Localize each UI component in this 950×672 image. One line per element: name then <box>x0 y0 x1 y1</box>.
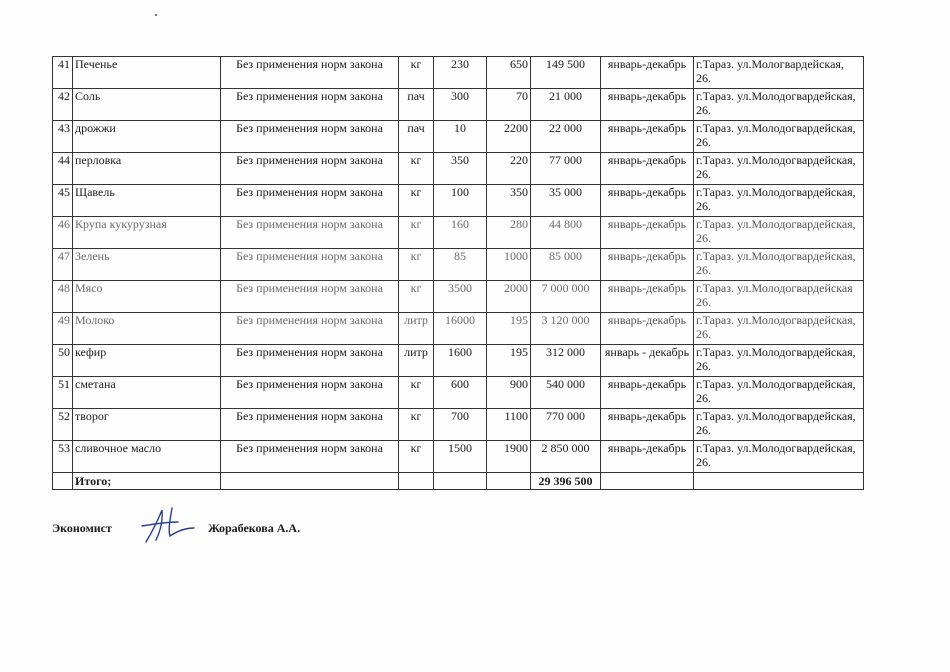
unit-of-measure: пач <box>399 121 434 153</box>
delivery-address: г.Тараз. ул.Молодогвардейская, 26. <box>694 121 864 153</box>
row-number: 49 <box>53 313 73 345</box>
line-sum: 770 000 <box>531 409 601 441</box>
row-number: 48 <box>53 281 73 313</box>
quantity: 300 <box>434 89 487 121</box>
procurement-basis: Без применения норм закона <box>221 185 399 217</box>
table-body <box>53 57 864 473</box>
signer-name: Жорабекова А.А. <box>208 521 301 535</box>
item-name: Крупа кукурузная <box>73 217 221 249</box>
unit-of-measure: кг <box>399 185 434 217</box>
unit-price: 70 <box>487 89 531 121</box>
item-name: Мясо <box>73 281 221 313</box>
line-sum: 2 850 000 <box>531 441 601 473</box>
delivery-period: январь-декабрь <box>601 185 694 217</box>
procurement-basis: Без применения норм закона <box>221 57 399 89</box>
row-number: 50 <box>53 345 73 377</box>
quantity: 10 <box>434 121 487 153</box>
unit-of-measure: кг <box>399 57 434 89</box>
table-row <box>53 249 864 281</box>
total-empty-cell <box>434 473 487 490</box>
row-number: 53 <box>53 441 73 473</box>
procurement-basis: Без применения норм закона <box>221 409 399 441</box>
quantity: 16000 <box>434 313 487 345</box>
item-name: сметана <box>73 377 221 409</box>
row-number: 46 <box>53 217 73 249</box>
quantity: 600 <box>434 377 487 409</box>
item-name: Соль <box>73 89 221 121</box>
item-name: Зелень <box>73 249 221 281</box>
procurement-basis: Без применения норм закона <box>221 89 399 121</box>
line-sum: 77 000 <box>531 153 601 185</box>
total-empty-cell <box>221 473 399 490</box>
quantity: 100 <box>434 185 487 217</box>
procurement-basis: Без применения норм закона <box>221 377 399 409</box>
table-row <box>53 89 864 121</box>
quantity: 1500 <box>434 441 487 473</box>
delivery-address: г.Тараз. ул.Молодогвардейская, 26. <box>694 89 864 121</box>
procurement-basis: Без применения норм закона <box>221 313 399 345</box>
line-sum: 312 000 <box>531 345 601 377</box>
procurement-basis: Без применения норм закона <box>221 121 399 153</box>
unit-of-measure: пач <box>399 89 434 121</box>
table-row <box>53 377 864 409</box>
total-empty-cell <box>487 473 531 490</box>
unit-of-measure: кг <box>399 377 434 409</box>
unit-price: 1000 <box>487 249 531 281</box>
unit-of-measure: кг <box>399 249 434 281</box>
total-sum: 29 396 500 <box>531 473 601 490</box>
row-number: 51 <box>53 377 73 409</box>
total-empty-cell <box>399 473 434 490</box>
delivery-period: январь-декабрь <box>601 217 694 249</box>
delivery-period: январь-декабрь <box>601 377 694 409</box>
table-row <box>53 153 864 185</box>
row-number: 43 <box>53 121 73 153</box>
quantity: 1600 <box>434 345 487 377</box>
unit-price: 2000 <box>487 281 531 313</box>
quantity: 160 <box>434 217 487 249</box>
unit-price: 900 <box>487 377 531 409</box>
unit-price: 195 <box>487 345 531 377</box>
quantity: 85 <box>434 249 487 281</box>
unit-price: 650 <box>487 57 531 89</box>
table-row <box>53 57 864 89</box>
procurement-basis: Без применения норм закона <box>221 249 399 281</box>
row-number: 44 <box>53 153 73 185</box>
row-number: 41 <box>53 57 73 89</box>
line-sum: 35 000 <box>531 185 601 217</box>
row-number: 52 <box>53 409 73 441</box>
unit-of-measure: кг <box>399 153 434 185</box>
delivery-period: январь-декабрь <box>601 441 694 473</box>
row-number: 42 <box>53 89 73 121</box>
procurement-table <box>52 56 864 490</box>
delivery-period: январь-декабрь <box>601 313 694 345</box>
item-name: сливочное масло <box>73 441 221 473</box>
unit-of-measure: кг <box>399 441 434 473</box>
item-name: творог <box>73 409 221 441</box>
item-name: дрожжи <box>73 121 221 153</box>
line-sum: 540 000 <box>531 377 601 409</box>
row-number: 45 <box>53 185 73 217</box>
unit-price: 280 <box>487 217 531 249</box>
item-name: Молоко <box>73 313 221 345</box>
table-row <box>53 441 864 473</box>
line-sum: 149 500 <box>531 57 601 89</box>
delivery-address: г.Тараз. ул.Молодогвардейская 26. <box>694 281 864 313</box>
unit-price: 1100 <box>487 409 531 441</box>
unit-of-measure: литр <box>399 313 434 345</box>
unit-of-measure: литр <box>399 345 434 377</box>
delivery-address: г.Тараз. ул.Молодогвардейская, 26. <box>694 153 864 185</box>
delivery-period: январь-декабрь <box>601 281 694 313</box>
unit-price: 2200 <box>487 121 531 153</box>
item-name: перловка <box>73 153 221 185</box>
item-name: кефир <box>73 345 221 377</box>
total-row <box>53 473 864 490</box>
quantity: 700 <box>434 409 487 441</box>
unit-price: 195 <box>487 313 531 345</box>
total-label: Итого; <box>73 473 221 490</box>
line-sum: 21 000 <box>531 89 601 121</box>
item-name: Печенье <box>73 57 221 89</box>
procurement-basis: Без применения норм закона <box>221 281 399 313</box>
unit-price: 220 <box>487 153 531 185</box>
signature-block <box>52 516 452 556</box>
delivery-period: январь-декабрь <box>601 121 694 153</box>
delivery-address: г.Тараз. ул.Молодогвардейская, 26. <box>694 345 864 377</box>
unit-of-measure: кг <box>399 409 434 441</box>
unit-of-measure: кг <box>399 281 434 313</box>
delivery-period: январь-декабрь <box>601 57 694 89</box>
delivery-period: январь-декабрь <box>601 409 694 441</box>
item-name: Щавель <box>73 185 221 217</box>
total-empty-cell <box>694 473 864 490</box>
total-empty-cell <box>601 473 694 490</box>
procurement-basis: Без применения норм закона <box>221 153 399 185</box>
signer-title: Экономист <box>52 521 112 535</box>
delivery-period: январь - декабрь <box>601 345 694 377</box>
procurement-basis: Без применения норм закона <box>221 217 399 249</box>
delivery-period: январь-декабрь <box>601 89 694 121</box>
line-sum: 7 000 000 <box>531 281 601 313</box>
delivery-address: г.Тараз. ул.Молодогвардейская, 26. <box>694 185 864 217</box>
delivery-address: г.Тараз. ул.Молодогвардейская, 26. <box>694 249 864 281</box>
scan-speck <box>155 14 157 16</box>
delivery-address: г.Тараз. ул.Мологвардейская, 26. <box>694 57 864 89</box>
table-row <box>53 121 864 153</box>
delivery-address: г.Тараз. ул.Молодогвардейская, 26. <box>694 377 864 409</box>
delivery-address: г.Тараз. ул.Молодогвардейская, 26. <box>694 409 864 441</box>
unit-price: 1900 <box>487 441 531 473</box>
quantity: 230 <box>434 57 487 89</box>
delivery-period: январь-декабрь <box>601 153 694 185</box>
line-sum: 3 120 000 <box>531 313 601 345</box>
table-row <box>53 281 864 313</box>
table-row <box>53 313 864 345</box>
table-row <box>53 217 864 249</box>
table-row <box>53 185 864 217</box>
unit-price: 350 <box>487 185 531 217</box>
procurement-basis: Без применения норм закона <box>221 345 399 377</box>
table-row <box>53 409 864 441</box>
table-row <box>53 345 864 377</box>
procurement-basis: Без применения норм закона <box>221 441 399 473</box>
line-sum: 44 800 <box>531 217 601 249</box>
quantity: 350 <box>434 153 487 185</box>
row-number: 47 <box>53 249 73 281</box>
line-sum: 22 000 <box>531 121 601 153</box>
delivery-period: январь-декабрь <box>601 249 694 281</box>
delivery-address: г.Тараз. ул.Молодогвардейская, 26. <box>694 441 864 473</box>
delivery-address: г.Тараз. ул.Молодогвардейская, 26. <box>694 313 864 345</box>
line-sum: 85 000 <box>531 249 601 281</box>
total-empty-cell <box>53 473 73 490</box>
delivery-address: г.Тараз. ул.Молодогвардейская, 26. <box>694 217 864 249</box>
handwritten-signature <box>132 502 202 550</box>
quantity: 3500 <box>434 281 487 313</box>
unit-of-measure: кг <box>399 217 434 249</box>
